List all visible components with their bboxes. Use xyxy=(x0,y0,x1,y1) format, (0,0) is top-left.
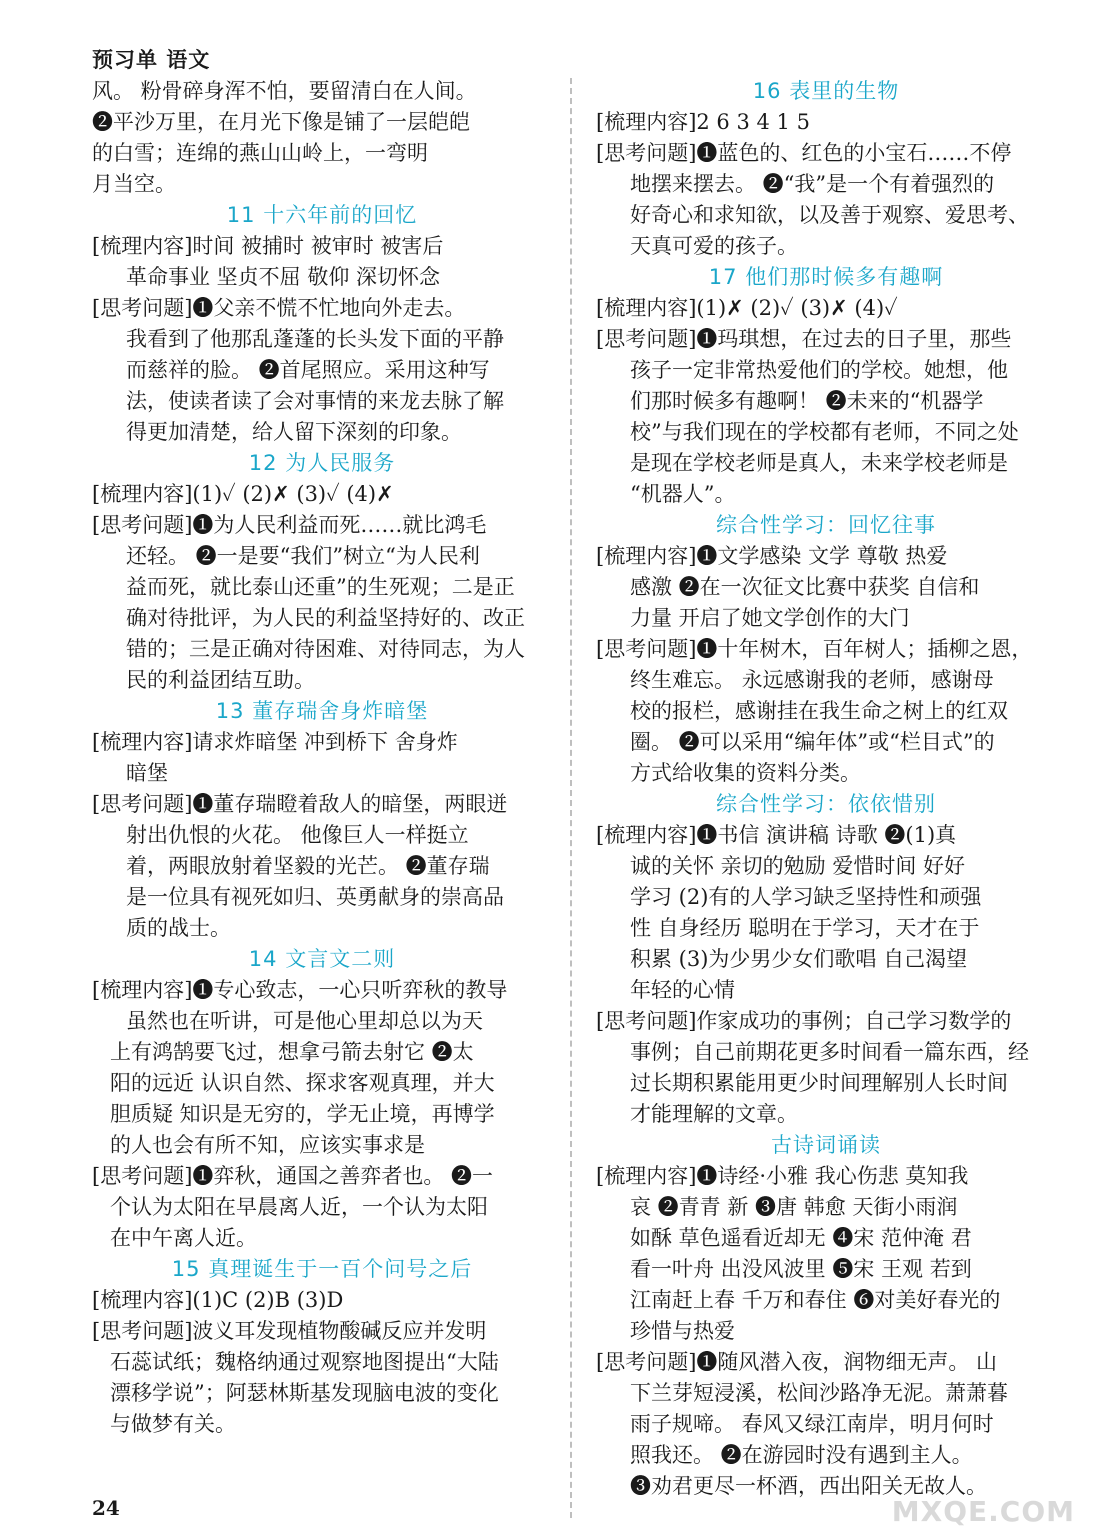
text-line: [思考问题]❶蓝色的、红色的小宝石……不停 xyxy=(596,141,1012,165)
text-line: 事例；自己前期花更多时间看一篇东西，经 xyxy=(630,1040,1029,1064)
page-number: 24 xyxy=(92,1496,120,1520)
text-line: [思考问题]❶玛琪想，在过去的日子里，那些 xyxy=(596,327,1012,351)
column-divider xyxy=(570,78,572,1518)
text-line: 胆质疑 知识是无穷的，学无止境，再博学 xyxy=(110,1102,495,1126)
text-line: 漂移学说”；阿瑟林斯基发现脑电波的变化 xyxy=(110,1381,499,1405)
text-line: 们那时候多有趣啊！ ❷未来的“机器学 xyxy=(630,389,984,413)
text-line: 性 自身经历 聪明在于学习，天才在于 xyxy=(630,916,980,940)
text-line: 地摆来摆去。 ❷“我”是一个有着强烈的 xyxy=(630,172,995,196)
text-line: 年轻的心情 xyxy=(630,978,735,1002)
text-line: 与做梦有关。 xyxy=(110,1412,236,1436)
text-line: 诚的关怀 亲切的勉励 爱惜时间 好好 xyxy=(630,854,966,878)
text-line: [梳理内容]请求炸暗堡 冲到桥下 舍身炸 xyxy=(92,730,458,754)
text-line: 哀 ❷青青 新 ❸唐 韩愈 天街小雨润 xyxy=(630,1195,958,1219)
text-line: ❷平沙万里，在月光下像是铺了一层皑皑 xyxy=(92,110,470,134)
text-line: 我看到了他那乱蓬蓬的长头发下面的平静 xyxy=(126,327,504,351)
text-line: 风。 粉骨碎身浑不怕，要留清白在人间。 xyxy=(92,79,477,103)
text-line: [梳理内容](1)C (2)B (3)D xyxy=(92,1288,344,1312)
section-title-review: 综合性学习：回忆往事 xyxy=(716,513,936,537)
text-line: 阳的远近 认识自然、探求客观真理，并大 xyxy=(110,1071,495,1095)
text-line: [思考问题]❶父亲不慌不忙地向外走去。 xyxy=(92,296,466,320)
text-line: [思考问题]作家成功的事例；自己学习数学的 xyxy=(596,1009,1012,1033)
text-line: 天真可爱的孩子。 xyxy=(630,234,798,258)
text-line: 革命事业 坚贞不屈 敬仰 深切怀念 xyxy=(126,265,441,289)
text-line: 照我还。 ❷在游园时没有遇到主人。 xyxy=(630,1443,973,1467)
text-line: [思考问题]❶为人民利益而死……就比鸿毛 xyxy=(92,513,487,537)
text-line: 看一叶舟 出没风波里 ❺宋 王观 若到 xyxy=(630,1257,972,1281)
text-line: 如酥 草色遥看近却无 ❹宋 范仲淹 君 xyxy=(630,1226,972,1250)
text-line: [思考问题]❶十年树木，百年树人；插柳之恩， xyxy=(596,637,1033,661)
text-line: 孩子一定非常热爱他们的学校。她想，他 xyxy=(630,358,1008,382)
text-line: 着，两眼放射着坚毅的光芒。 ❷董存瑞 xyxy=(126,854,490,878)
section-title-farewell: 综合性学习：依依惜别 xyxy=(716,792,936,816)
text-line: [思考问题]❶随风潜入夜，润物细无声。 山 xyxy=(596,1350,998,1374)
text-line: [梳理内容]❶书信 演讲稿 诗歌 ❷(1)真 xyxy=(596,823,957,847)
left-column xyxy=(92,76,552,1440)
section-title-17: 17 他们那时候多有趣啊 xyxy=(708,265,944,289)
text-line: 方式给收集的资料分类。 xyxy=(630,761,861,785)
text-line: 下兰芽短浸溪，松间沙路净无泥。萧萧暮 xyxy=(630,1381,1008,1405)
text-line: 在中午离人近。 xyxy=(110,1226,257,1250)
text-line: 石蕊试纸；魏格纳通过观察地图提出“大陆 xyxy=(110,1350,499,1374)
text-line: 感激 ❷在一次征文比赛中获奖 自信和 xyxy=(630,575,980,599)
text-line: [思考问题]❶弈秋，通国之善弈者也。 ❷一 xyxy=(92,1164,494,1188)
text-line: 珍惜与热爱 xyxy=(630,1319,735,1343)
text-line: 的白雪；连绵的燕山山岭上，一弯明 xyxy=(92,141,428,165)
text-line: 的人也会有所不知，应该实事求是 xyxy=(110,1133,425,1157)
text-line: [梳理内容]❶文学感染 文学 尊敬 热爱 xyxy=(596,544,948,568)
text-line: 学习 (2)有的人学习缺乏坚持性和顽强 xyxy=(630,885,982,909)
text-line: 月当空。 xyxy=(92,172,176,196)
text-line: 才能理解的文章。 xyxy=(630,1102,798,1126)
text-line: 确对待批评，为人民的利益坚持好的、改正 xyxy=(126,606,525,630)
text-line: 校的报栏，感谢挂在我生命之树上的红双 xyxy=(630,699,1008,723)
text-line: 益而死，就比泰山还重”的生死观；二是正 xyxy=(126,575,515,599)
text-line: 射出仇恨的火花。 他像巨人一样挺立 xyxy=(126,823,469,847)
section-title-16: 16 表里的生物 xyxy=(752,79,900,103)
text-line: “机器人”。 xyxy=(630,482,736,506)
text-line: [梳理内容]❶诗经·小雅 我心伤悲 莫知我 xyxy=(596,1164,969,1188)
text-line: 好奇心和求知欲，以及善于观察、爱思考、 xyxy=(630,203,1029,227)
watermark: MXQE.COM xyxy=(891,1495,1075,1528)
section-title-11: 11 十六年前的回忆 xyxy=(226,203,418,227)
section-title-15: 15 真理诞生于一百个问号之后 xyxy=(171,1257,473,1281)
text-line: 过长期积累能用更少时间理解别人长时间 xyxy=(630,1071,1008,1095)
text-line: 得更加清楚，给人留下深刻的印象。 xyxy=(126,420,462,444)
text-line: 还轻。 ❷一是要“我们”树立“为人民利 xyxy=(126,544,480,568)
text-line: 虽然也在听讲，可是他心里却总以为天 xyxy=(126,1009,483,1033)
text-line: [梳理内容]❶专心致志，一心只听弈秋的教导 xyxy=(92,978,508,1002)
text-line: 暗堡 xyxy=(126,761,168,785)
text-line: 错的；三是正确对待困难、对待同志，为人 xyxy=(126,637,525,661)
text-line: 力量 开启了她文学创作的大门 xyxy=(630,606,910,630)
text-line: 圈。 ❷可以采用“编年体”或“栏目式”的 xyxy=(630,730,995,754)
text-line: 校”与我们现在的学校都有老师，不同之处 xyxy=(630,420,1019,444)
text-line: 积累 (3)为少男少女们歌唱 自己渴望 xyxy=(630,947,968,971)
text-line: 个认为太阳在早晨离人近，一个认为太阳 xyxy=(110,1195,488,1219)
section-title-14: 14 文言文二则 xyxy=(248,947,396,971)
text-line: [梳理内容](1)✗ (2)✓ (3)✗ (4)✓ xyxy=(596,296,898,320)
text-line: 是一位具有视死如归、英勇献身的崇高品 xyxy=(126,885,504,909)
text-line: [梳理内容]2 6 3 4 1 5 xyxy=(596,110,810,134)
text-line: 是现在学校老师是真人，未来学校老师是 xyxy=(630,451,1008,475)
text-line: [思考问题]❶董存瑞瞪着敌人的暗堡，两眼迸 xyxy=(92,792,508,816)
text-line: 雨子规啼。 春风又绿江南岸，明月何时 xyxy=(630,1412,994,1436)
text-line: 而慈祥的脸。 ❷首尾照应。采用这种写 xyxy=(126,358,490,382)
section-title-13: 13 董存瑞舍身炸暗堡 xyxy=(215,699,429,723)
page-header: 预习单 语文 xyxy=(92,48,211,72)
text-line: 质的战士。 xyxy=(126,916,231,940)
text-line: 上有鸿鹄要飞过，想拿弓箭去射它 ❷太 xyxy=(110,1040,474,1064)
text-line: 终生难忘。 永远感谢我的老师，感谢母 xyxy=(630,668,994,692)
section-title-poems: 古诗词诵读 xyxy=(771,1133,881,1157)
text-line: 法，使读者读了会对事情的来龙去脉了解 xyxy=(126,389,504,413)
text-line: [梳理内容](1)✓ (2)✗ (3)✓ (4)✗ xyxy=(92,482,394,506)
section-title-12: 12 为人民服务 xyxy=(248,451,396,475)
text-line: ❸劝君更尽一杯酒，西出阳关无故人。 xyxy=(630,1474,987,1498)
right-column xyxy=(596,76,1056,1502)
text-line: 江南赶上春 千万和春住 ❻对美好春光的 xyxy=(630,1288,1001,1312)
text-line: 民的利益团结互助。 xyxy=(126,668,315,692)
text-line: [思考问题]波义耳发现植物酸碱反应并发明 xyxy=(92,1319,487,1343)
text-line: [梳理内容]时间 被捕时 被审时 被害后 xyxy=(92,234,444,258)
